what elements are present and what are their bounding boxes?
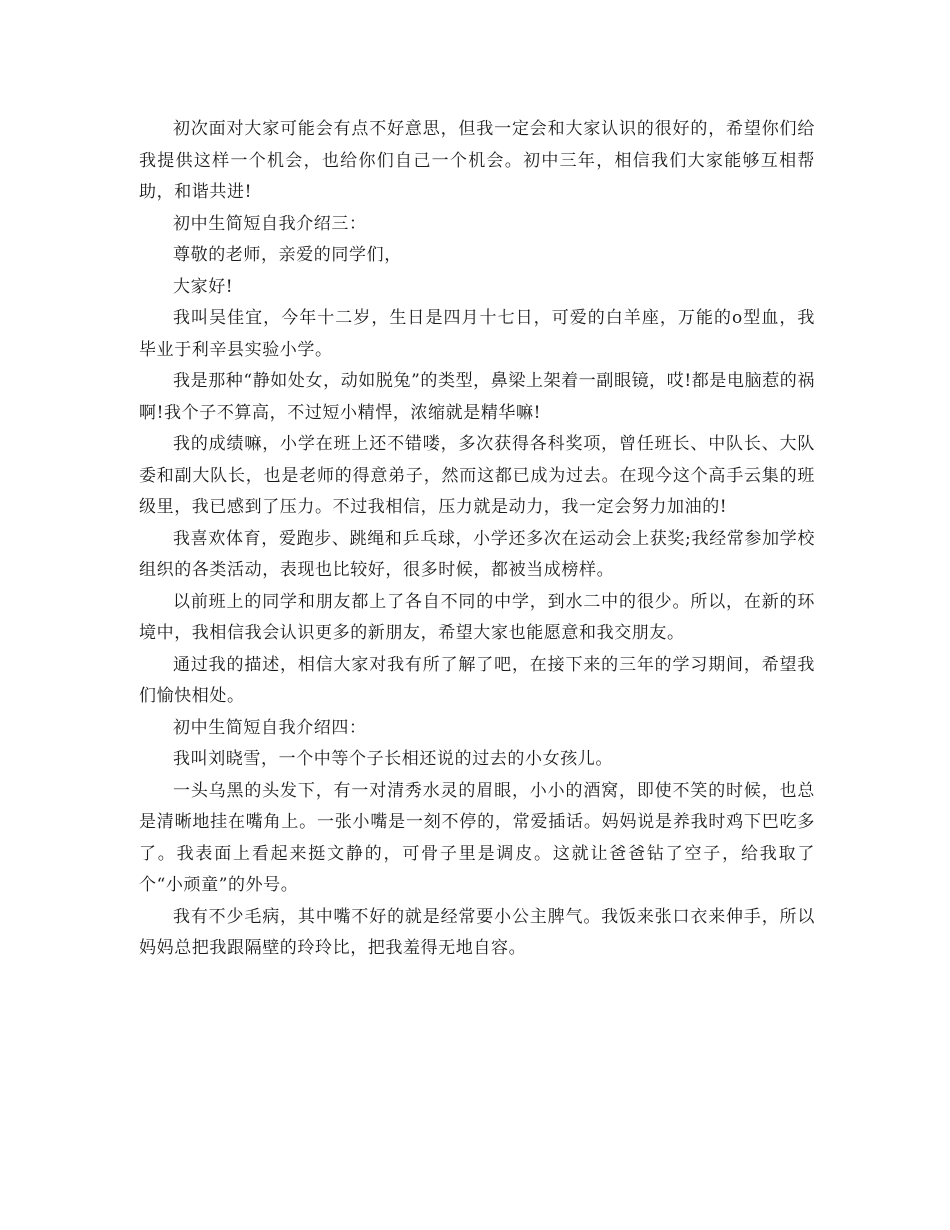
section-heading: 初中生简短自我介绍三：	[173, 213, 367, 234]
greeting: 大家好!	[173, 276, 234, 297]
document-page	[139, 114, 815, 965]
paragraph: 一头乌黑的头发下，有一对清秀水灵的眉眼，小小的酒窝，即使不笑的时候，也总是清晰地挂在嘴角上。一张小嘴是一刻不停的，常爱插话。妈妈说是养我时鸡下巴吃多了。我表面上看起来挺文静的，可骨子里是调皮。这就让爸爸钻了空子，给我取了个“小顽童”的外号。	[139, 780, 815, 895]
paragraph: 我是那种“静如处女，动如脱兔”的类型，鼻梁上架着一副眼镜，哎!都是电脑惹的祸啊!我个子不算高，不过短小精悍，浓缩就是精华嘛!	[139, 371, 816, 423]
paragraph: 我有不少毛病，其中嘴不好的就是经常要小公主脾气。我饭来张口衣来伸手，所以妈妈总把我跟隔壁的玲玲比，把我羞得无地自容。	[139, 906, 815, 958]
paragraph: 通过我的描述，相信大家对我有所了解了吧，在接下来的三年的学习期间，希望我们愉快相处。	[139, 654, 815, 706]
paragraph: 我叫吴佳宜，今年十二岁，生日是四月十七日，可爱的白羊座，万能的o型血，我毕业于利辛县实验小学。	[139, 308, 815, 360]
section-heading: 初中生简短自我介绍四：	[173, 717, 367, 738]
paragraph: 我叫刘晓雪，一个中等个子长相还说的过去的小女孩儿。	[173, 749, 613, 769]
paragraph: 我的成绩嘛，小学在班上还不错喽，多次获得各科奖项，曾任班长、中队长、大队委和副大队长，也是老师的得意弟子，然而这都已成为过去。在现今这个高手云集的班级里，我已感到了压力。不过我相信，压力就是动力，我一定会努力加油的!	[139, 434, 815, 517]
paragraph: 以前班上的同学和朋友都上了各自不同的中学，到水二中的很少。所以，在新的环境中，我相信我会认识更多的新朋友，希望大家也能愿意和我交朋友。	[139, 591, 815, 643]
salutation: 尊敬的老师，亲爱的同学们，	[173, 245, 402, 265]
paragraph: 我喜欢体育，爱跑步、跳绳和乒乓球，小学还多次在运动会上获奖;我经常参加学校组织的各类活动，表现也比较好，很多时候，都被当成榜样。	[139, 528, 815, 580]
paragraph: 初次面对大家可能会有点不好意思，但我一定会和大家认识的很好的，希望你们给我提供这样一个机会，也给你们自己一个机会。初中三年，相信我们大家能够互相帮助，和谐共进!	[139, 119, 815, 202]
